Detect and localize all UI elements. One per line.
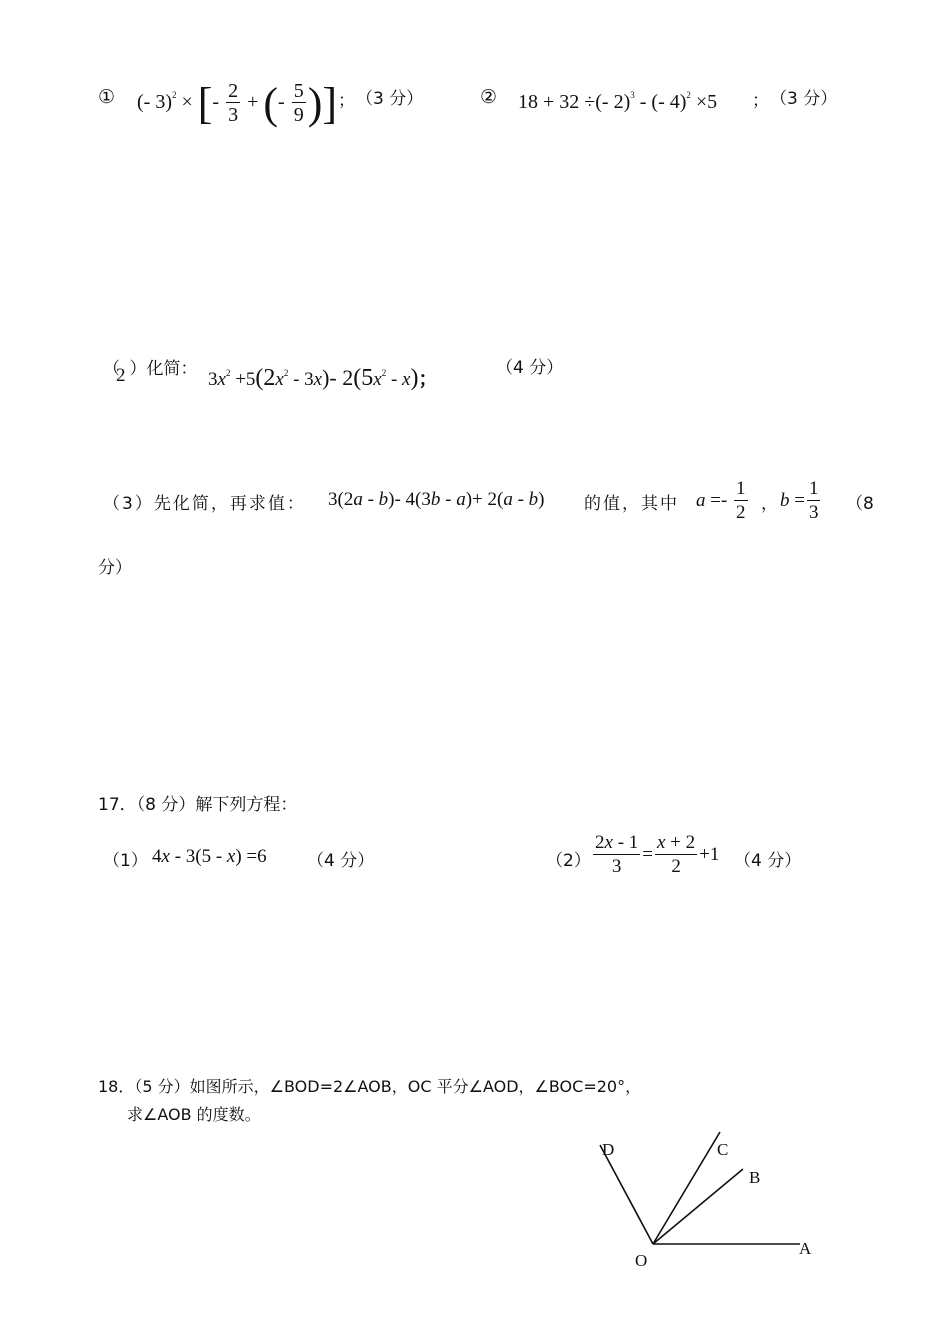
left-bracket: [ (197, 79, 213, 128)
ray-od (600, 1145, 653, 1244)
fraction-5-9: $\frac{5}{9}$ (293, 80, 304, 126)
equation-1: 4x - 3(5 - x) =6 (152, 846, 267, 867)
fraction-right: $\frac{x + 2}{2}$ (656, 832, 696, 877)
q17-2-label: （2） (546, 851, 591, 871)
ray-oc (653, 1132, 720, 1244)
score-evaluate-a: （8 (846, 494, 874, 514)
value-of-b: b = $\frac{1}{3}$ (780, 478, 819, 523)
score-evaluate-b: 分） (98, 558, 132, 578)
expr1-base: (- 3) (137, 91, 172, 114)
expr2-exponent-1: 3 (630, 90, 635, 101)
label-d: D (602, 1140, 615, 1159)
expr1-times: × (176, 91, 198, 114)
semicolon-1: ； (338, 91, 355, 111)
expr2-part-b: - (- 4) (634, 91, 687, 113)
label-number: 2 (116, 365, 126, 386)
right-paren: ) (307, 79, 323, 128)
expr1-exponent: 2 (171, 90, 177, 101)
score-1: （3 分） (356, 89, 424, 109)
angle-diagram (590, 1125, 830, 1275)
q17-1-score: （4 分） (307, 851, 375, 871)
comma: ， (761, 494, 778, 514)
label-close: ）化简： (129, 359, 198, 379)
left-paren: ( (263, 79, 279, 128)
label-b: B (749, 1168, 761, 1187)
score-2: （3 分） (770, 89, 838, 109)
label-o: O (635, 1251, 648, 1270)
fraction-a: $\frac{1}{2}$ (736, 478, 746, 523)
label-c: C (717, 1140, 729, 1159)
fraction-b: $\frac{1}{3}$ (808, 478, 819, 523)
expression-2 (518, 91, 717, 114)
value-condition-text: 的值，其中 (584, 494, 679, 514)
question-2-label (103, 354, 198, 386)
label-a: A (799, 1239, 812, 1258)
expr2-part-a: 18 + 32 ÷(- 2) (518, 91, 631, 113)
fraction-2-3: $\frac{2}{3}$ (228, 80, 239, 126)
right-bracket: ] (322, 79, 338, 128)
score-simplify: （4 分） (496, 358, 564, 378)
semicolon-2: ； (752, 91, 769, 111)
question-18-line-1: 18．（5 分）如图所示，∠BOD=2∠AOB，OC 平分∠AOD，∠BOC=20°， (98, 1077, 642, 1096)
question-3-label: （3）先化简，再求值： (103, 494, 306, 514)
expr1-minus2: - (278, 91, 290, 114)
expr2-part-c: ×5 (690, 91, 718, 113)
equation-2: $\frac{2x - 1}{3}$ = $\frac{x + 2}{2}$ +1 (595, 832, 720, 877)
label-open: （ (103, 359, 120, 379)
expr1-plus: + (242, 91, 264, 114)
expr2-exponent-2: 2 (686, 90, 691, 101)
question-17-title: 17．（8 分）解下列方程： (98, 795, 298, 815)
item-number-2: ② (480, 86, 498, 108)
item-number-1: ① (98, 86, 116, 108)
fraction-left: $\frac{2x - 1}{3}$ (595, 832, 639, 877)
q17-2-score: （4 分） (734, 851, 802, 871)
expr1-minus: - (212, 91, 225, 114)
simplify-expression: $3x^2 +5(2x^2 - 3x)-$ $2(5x^2 - x)$； (208, 365, 438, 391)
q17-1-label: （1） (103, 851, 148, 871)
ray-ob (653, 1169, 743, 1244)
expression-1 (137, 78, 337, 129)
value-of-a: a =- $\frac{1}{2}$ (696, 478, 746, 523)
question-18-line-2: 求∠AOB 的度数。 (127, 1105, 261, 1124)
evaluate-expression: 3(2a - b)- 4(3b - a)+ 2(a - b) (328, 489, 545, 510)
